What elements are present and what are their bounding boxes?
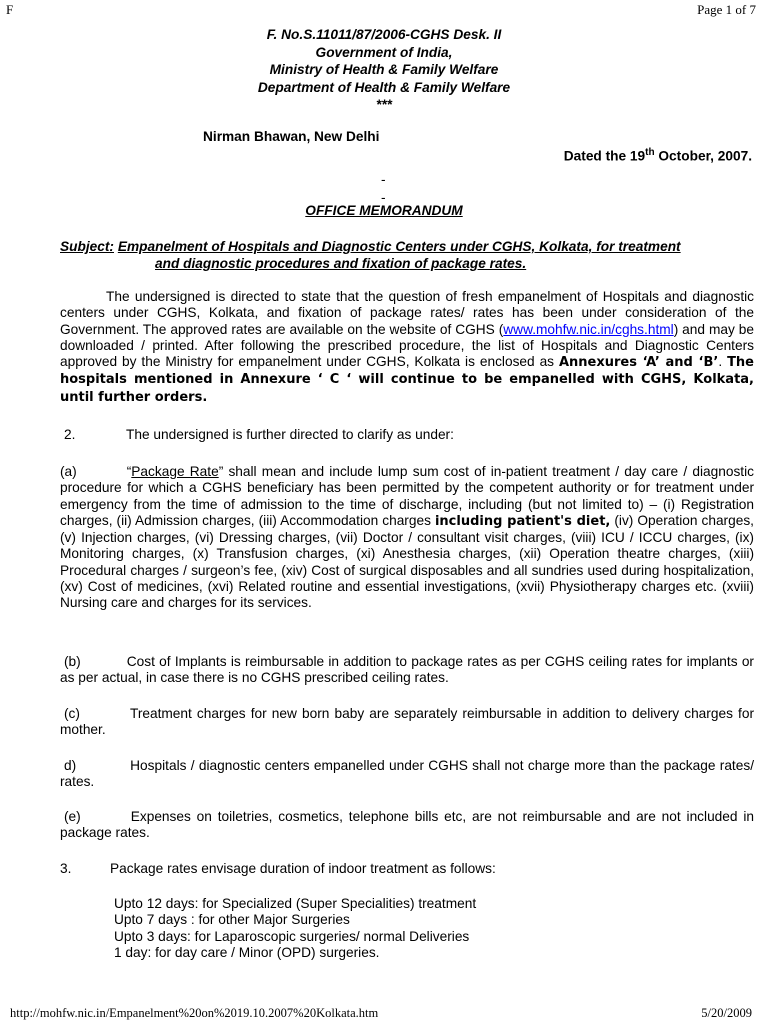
stars-separator: *** xyxy=(376,97,392,112)
file-number: F. No.S.11011/87/2006-CGHS Desk. II xyxy=(266,27,502,42)
print-footer-url: http://mohfw.nic.in/Empanelment%20on%2019.10.2007%20Kolkata.htm xyxy=(10,1006,379,1020)
date: Dated the 19th October, 2007. xyxy=(563,147,752,164)
subject-line-1: Empanelment of Hospitals and Diagnostic Centers under CGHS, Kolkata, for treatment xyxy=(117,239,681,254)
department: Department of Health & Family Welfare xyxy=(257,79,511,95)
dash-2: - xyxy=(381,190,386,205)
government: Government of India, xyxy=(315,44,453,60)
list-item: Upto 12 days: for Specialized (Super Specialities) treatment xyxy=(114,896,477,911)
paragraph-1: The undersigned is directed to state that the question of fresh empanelment of Hospitals and diagnostic centers under CGHS, Kolkata, and fixation of package rates/ rates has been under consideration of the Government. The approved rates are available on the website of CGHS (www.mohfw.nic.in/cghs.html) and may be downloaded / printed. After following the prescribed procedure, the list of Hospitals and Diagnostic Centers approved by the Ministry for empanelment under CGHS, Kolkata is enclosed as Annexures ‘A’ and ‘B’. The hospitals mentioned in Annexure ‘ C ‘ will continue to be empanelled with CGHS, Kolkata, until further orders. xyxy=(60,289,755,405)
paragraph-2-number: 2. xyxy=(64,427,76,442)
package-rate-term: Package Rate xyxy=(131,464,219,479)
subject xyxy=(60,238,754,272)
item-a: (a) “Package Rate” shall mean and include lump sum cost of in-patient treatment / day care / diagnostic procedure for which a CGHS beneficiary has been permitted by the competent authority or for treatment under emergency from the time of admission to the time of discharge, including (but not limited to) – (i) Registration charges, (ii) Admission charges, (iii) Accommodation charges including patient's diet, (iv) Operation charges, (v) Injection charges, (vi) Dressing charges, (vii) Doctor / consultant visit charges, (viii) ICU / ICCU charges, (ix) Monitoring charges, (x) Transfusion charges, (xi) Anesthesia charges, (xii) Operation theatre charges, (xiii) Procedural charges / surgeon’s fee, (xiv) Cost of surgical disposables and all sundries used during hospitalization, (xv) Cost of medicines, (xvi) Related routine and essential investigations, (xvii) Physiotherapy charges etc. (xviii) Nursing care and charges for its services. xyxy=(60,464,754,611)
item-b: (b) Cost of Implants is reimbursable in addition to package rates as per CGHS ceiling rates for implants or as per actual, in case there is no CGHS prescribed ceiling rates. xyxy=(60,654,754,686)
print-header-left: F xyxy=(6,2,14,17)
list-item: Upto 3 days: for Laparoscopic surgeries/ normal Deliveries xyxy=(114,928,470,944)
place: Nirman Bhawan, New Delhi xyxy=(203,129,380,144)
paragraph-2-text: The undersigned is further directed to clarify as under: xyxy=(126,427,454,442)
subject-label: Subject: xyxy=(60,239,114,254)
cghs-website-link[interactable]: www.mohfw.nic.in/cghs.html xyxy=(503,321,674,337)
subject-line-2: and diagnostic procedures and fixation of package rates. xyxy=(155,256,527,271)
item-c: (c) Treatment charges for new born baby are separately reimbursable in addition to delivery charges for mother. xyxy=(60,706,754,738)
letterhead xyxy=(0,26,768,114)
office-memorandum-title: OFFICE MEMORANDUM xyxy=(305,203,463,218)
list-item: Upto 7 days : for other Major Surgeries xyxy=(114,912,350,928)
print-footer-date: 5/20/2009 xyxy=(701,1006,752,1020)
item-e: (e) Expenses on toiletries, cosmetics, telephone bills etc, are not reimbursable and are not included in package rates. xyxy=(60,809,754,841)
duration-list xyxy=(114,896,476,961)
paragraph-3-text: Package rates envisage duration of indoor treatment as follows: xyxy=(110,861,496,876)
paragraph-3-number: 3. xyxy=(60,861,72,876)
print-header-page: Page 1 of 7 xyxy=(697,2,756,17)
item-d: d) Hospitals / diagnostic centers empanelled under CGHS shall not charge more than the package rates/ rates. xyxy=(60,758,754,790)
dash-1: - xyxy=(381,172,386,187)
list-item: 1 day: for day care / Minor (OPD) surgeries. xyxy=(114,944,380,960)
ministry: Ministry of Health & Family Welfare xyxy=(269,62,499,77)
